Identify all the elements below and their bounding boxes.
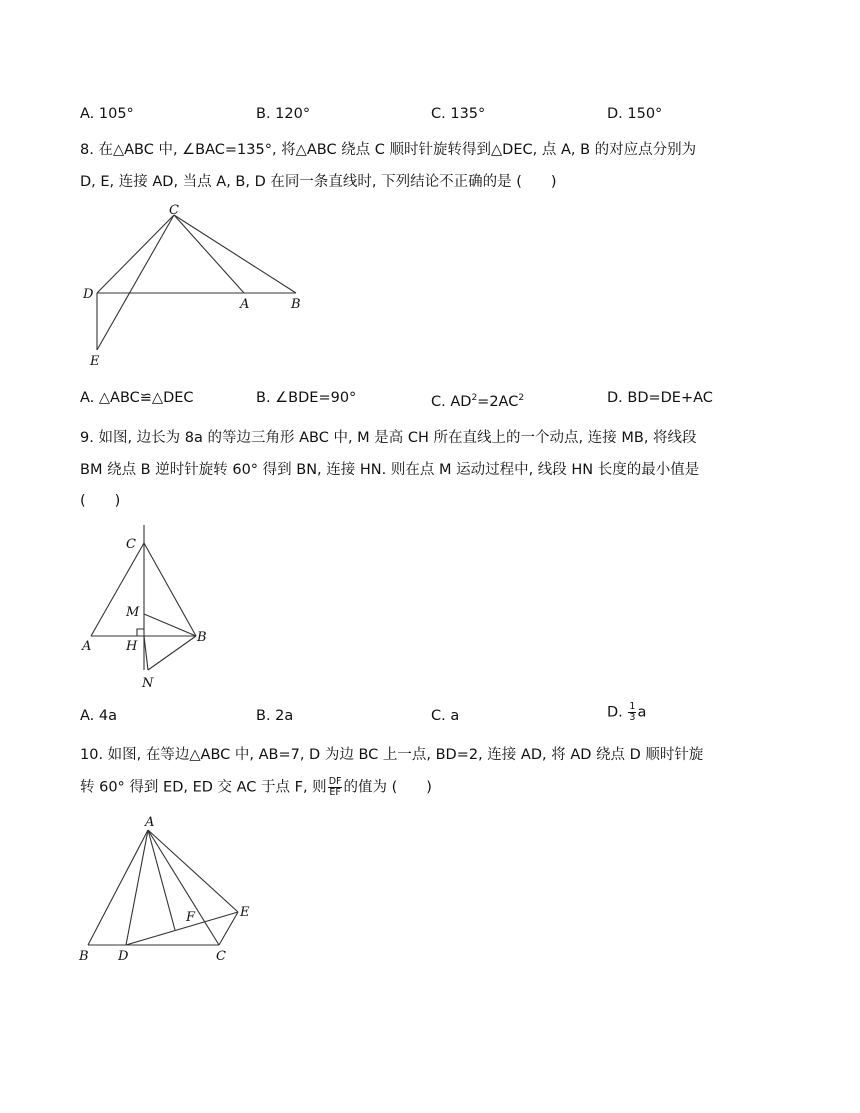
segment-ce: [97, 215, 174, 350]
label-c: C: [126, 537, 136, 552]
segment-ca: [174, 215, 244, 293]
q9-option-a: A. 4a: [80, 708, 117, 724]
segment-hn: [144, 636, 148, 670]
label-c: C: [216, 949, 226, 964]
label-b: B: [197, 630, 207, 645]
label-e: E: [90, 354, 100, 369]
label-a: A: [82, 639, 92, 654]
q9-option-b: B. 2a: [256, 708, 294, 724]
q8-figure: [78, 200, 318, 370]
q8-option-c: C. $AD^2=2AC^2$: [431, 393, 525, 410]
segment-cd: [97, 215, 174, 293]
label-b: B: [291, 297, 301, 312]
segment-nb: [148, 636, 196, 670]
q8-option-d: D. BD=DE+AC: [607, 390, 713, 406]
q7-option-d: D. 150°: [607, 106, 663, 122]
q7-option-a: A. 105°: [80, 106, 134, 122]
q9-text-line2: BM 绕点 B 逆时针旋转 60° 得到 BN, 连接 HN. 则在点 M 运动过程中, 线段 HN 长度的最小值是: [80, 462, 700, 478]
q8-option-b: B. ∠BDE=90°: [256, 390, 357, 406]
q7-option-c: C. 135°: [431, 106, 486, 122]
q8-text-line2: D, E, 连接 AD, 当点 A, B, D 在同一条直线时, 下列结论不正确的是 ( ): [80, 174, 557, 190]
label-d: D: [83, 287, 94, 302]
q10-text-line2: 转 60° 得到 ED, ED 交 AC 于点 F, 则 $\frac{DF}{EF}$ 的值为 ( ): [80, 776, 432, 798]
label-f: F: [186, 910, 196, 925]
q8-option-a: A. △ABC≌△DEC: [80, 390, 194, 406]
segment-mb: [144, 614, 196, 636]
q7-option-b: B. 120°: [256, 106, 311, 122]
q9-option-c: C. a: [431, 708, 460, 724]
label-a: A: [145, 815, 155, 830]
label-c: C: [169, 203, 179, 218]
label-n: N: [142, 676, 154, 691]
label-h: H: [126, 639, 138, 654]
label-e: E: [240, 905, 250, 920]
q9-option-d: D. $\frac{1}{3}$ a: [607, 701, 647, 723]
right-angle-mark: [137, 629, 144, 636]
q10-figure: [75, 810, 275, 970]
segment-ca: [91, 543, 144, 636]
segment-ae: [148, 830, 238, 912]
q9-figure: [78, 520, 228, 695]
segment-de: [126, 912, 238, 945]
label-a: A: [240, 297, 250, 312]
segment-ad: [126, 830, 148, 945]
label-d: D: [118, 949, 129, 964]
label-m: M: [126, 605, 140, 620]
label-b: B: [79, 949, 89, 964]
q9-text-line1: 9. 如图, 边长为 8a 的等边三角形 ABC 中, M 是高 CH 所在直线上的一个动点, 连接 MB, 将线段: [80, 430, 697, 446]
q9-text-line3: ( ): [80, 493, 121, 509]
segment-a-aux: [148, 830, 175, 930]
segment-ab: [88, 830, 148, 945]
q10-text-line1: 10. 如图, 在等边△ABC 中, AB=7, D 为边 BC 上一点, BD=2, 连接 AD, 将 AD 绕点 D 顺时针旋: [80, 747, 704, 763]
segment-cb: [144, 543, 196, 636]
q8-text-line1: 8. 在△ABC 中, ∠BAC=135°, 将△ABC 绕点 C 顺时针旋转得到△DEC, 点 A, B 的对应点分别为: [80, 142, 697, 158]
segment-cb: [174, 215, 296, 293]
